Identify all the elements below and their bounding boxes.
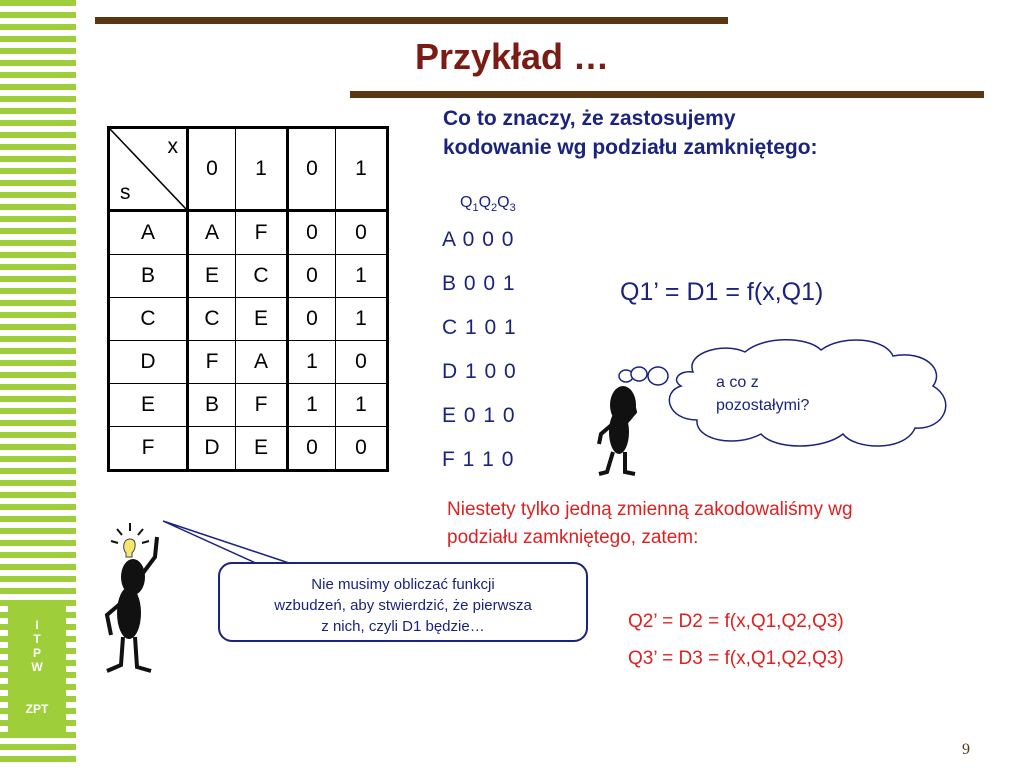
table-row: [109, 255, 388, 298]
output-cell: 1: [336, 255, 388, 298]
speech-bubble: [218, 562, 588, 642]
header-cell: 1: [336, 128, 388, 211]
table-header-row: [109, 128, 388, 211]
table-row: [109, 384, 388, 427]
conclusion-line: Niestety tylko jedną zmienną zakodowaliśmy wg: [447, 499, 853, 520]
speech-line: Nie musimy obliczać funkcji: [311, 576, 495, 593]
table-row: [109, 427, 388, 471]
equation-q2: Q2’ = D2 = f(x,Q1,Q2,Q3): [628, 611, 844, 632]
next-state-cell: F: [188, 341, 236, 384]
code-row: B 0 0 1: [442, 272, 516, 295]
corner-cell: [109, 128, 188, 211]
next-state-cell: C: [236, 255, 288, 298]
code-row: E 0 1 0: [442, 404, 516, 427]
output-cell: 1: [336, 384, 388, 427]
table-row: [109, 211, 388, 255]
question-line: kodowanie wg podziału zamkniętego:: [443, 136, 818, 159]
output-cell: 0: [288, 427, 336, 471]
logo-letter: P: [32, 646, 41, 660]
next-state-cell: E: [188, 255, 236, 298]
state-cell: C: [109, 298, 188, 341]
logo-sub: ZPT: [25, 702, 49, 716]
output-cell: 0: [288, 298, 336, 341]
next-state-cell: F: [236, 211, 288, 255]
state-cell: D: [109, 341, 188, 384]
itpw-logo: [8, 604, 66, 738]
code-row: A 0 0 0: [442, 228, 515, 251]
state-cell: A: [109, 211, 188, 255]
state-cell: B: [109, 255, 188, 298]
output-cell: 0: [288, 211, 336, 255]
state-cell: F: [109, 427, 188, 471]
state-table: [107, 126, 389, 472]
table-row: [109, 341, 388, 384]
speech-bubble-tail: [163, 521, 295, 565]
output-cell: 0: [336, 211, 388, 255]
speech-line: wzbudzeń, aby stwierdzić, że pierwsza: [274, 597, 532, 614]
conclusion-text: [447, 496, 1007, 552]
next-state-cell: F: [236, 384, 288, 427]
equation-q3: Q3’ = D3 = f(x,Q1,Q2,Q3): [628, 648, 844, 669]
corner-x-label: x: [167, 135, 178, 158]
next-state-cell: C: [188, 298, 236, 341]
slide-title: Przykład …: [414, 36, 610, 77]
code-row: C 1 0 1: [442, 316, 517, 339]
header-cell: 1: [236, 128, 288, 211]
page-number: 9: [962, 741, 970, 758]
output-cell: 0: [336, 341, 388, 384]
speech-line: z nich, czyli D1 będzie…: [321, 618, 485, 635]
next-state-cell: A: [236, 341, 288, 384]
corner-s-label: s: [120, 181, 131, 204]
question-line: Co to znaczy, że zastosujemy: [443, 107, 736, 130]
conclusion-line: podziału zamkniętego, zatem:: [447, 527, 699, 548]
next-state-cell: E: [236, 427, 288, 471]
next-state-cell: B: [188, 384, 236, 427]
thought-line: a co z: [716, 374, 759, 391]
logo-letter: I: [35, 618, 39, 632]
title-underline-bar: [350, 91, 984, 98]
next-state-cell: A: [188, 211, 236, 255]
next-state-cell: D: [188, 427, 236, 471]
lightbulb-icon: [111, 523, 149, 557]
thought-line: pozostałymi?: [716, 397, 810, 414]
output-cell: 0: [288, 255, 336, 298]
output-cell: 0: [336, 427, 388, 471]
thought-text: [716, 371, 809, 417]
logo-letter: T: [33, 632, 41, 646]
header-cell: 0: [188, 128, 236, 211]
equation-q1: Q1’ = D1 = f(x,Q1): [620, 278, 824, 306]
thinking-figure-icon: [599, 386, 636, 474]
question-text: [443, 104, 818, 162]
next-state-cell: E: [236, 298, 288, 341]
logo-letter: W: [31, 660, 43, 674]
top-bar: [95, 17, 728, 24]
code-row: F 1 1 0: [442, 448, 515, 471]
output-cell: 1: [288, 341, 336, 384]
output-cell: 1: [288, 384, 336, 427]
output-cell: 1: [336, 298, 388, 341]
table-row: [109, 298, 388, 341]
header-cell: 0: [288, 128, 336, 211]
q1q2q3-label: $Q_1Q_2Q_3$: [460, 194, 516, 215]
code-row: D 1 0 0: [442, 360, 517, 383]
state-cell: E: [109, 384, 188, 427]
